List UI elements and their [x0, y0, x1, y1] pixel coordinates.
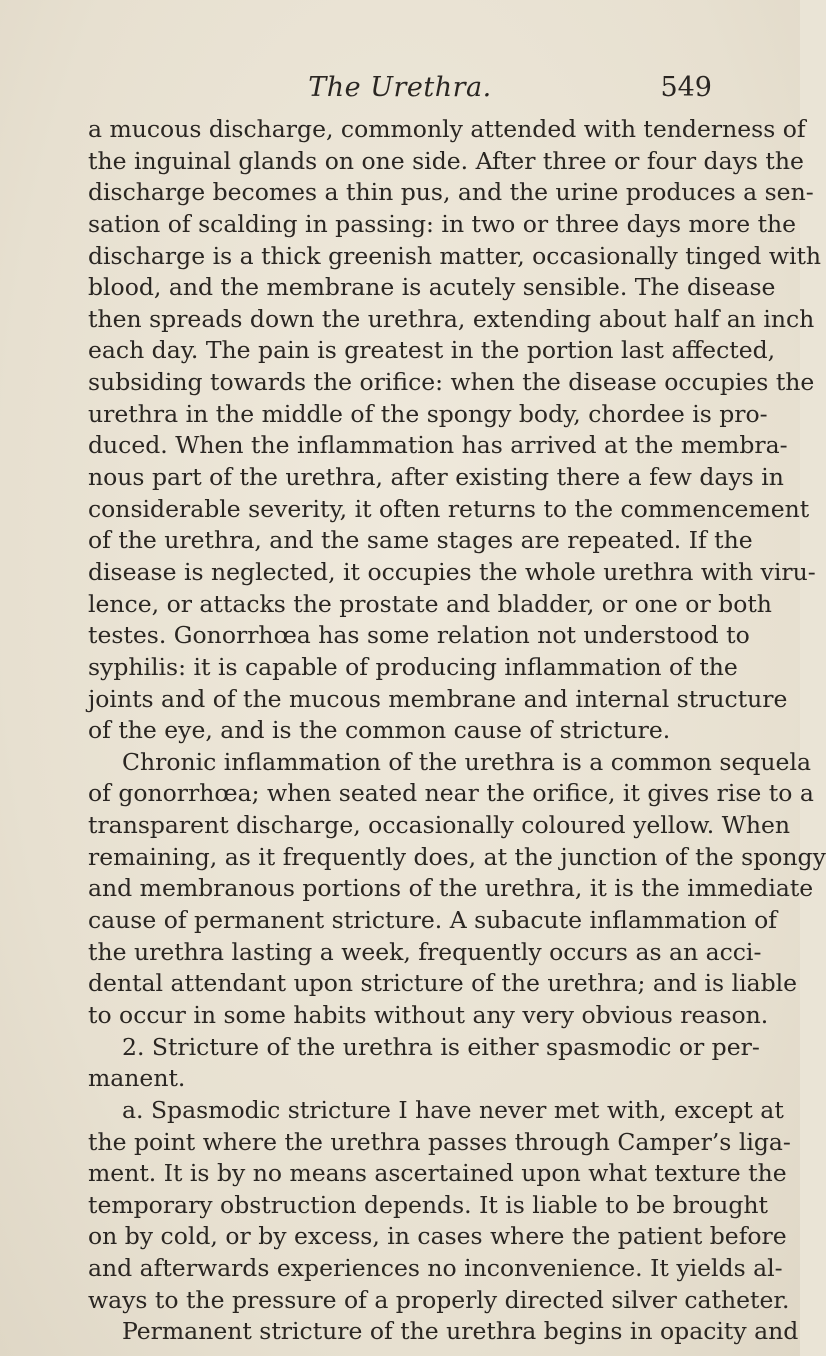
- text-line: and membranous portions of the urethra, it is the immediate: [88, 874, 814, 903]
- text-line: the inguinal glands on one side. After three or four days the: [88, 146, 804, 175]
- text-line: syphilis: it is capable of producing inflammation of the: [88, 652, 738, 681]
- text-line: each day. The pain is greatest in the portion last affected,: [88, 336, 776, 365]
- text-line: joints and of the mucous membrane and internal structure: [88, 684, 788, 713]
- text-line: subsiding towards the orifice: when the disease occupies the: [88, 368, 815, 397]
- text-line: urethra in the middle of the spongy body, chordee is pro-: [88, 399, 768, 428]
- text-line: nous part of the urethra, after existing there a few days in: [88, 463, 784, 492]
- text-line: to occur in some habits without any very obvious reason.: [88, 1000, 769, 1029]
- text-line: of the eye, and is the common cause of stricture.: [88, 716, 671, 745]
- running-title: The Urethra.: [308, 72, 492, 103]
- text-line: cause of permanent stricture. A subacute inflammation of: [88, 906, 777, 935]
- text-line: blood, and the membrane is acutely sensible. The disease: [88, 273, 776, 302]
- text-line: lence, or attacks the prostate and bladder, or one or both: [88, 589, 772, 618]
- text-line: dental attendant upon stricture of the urethra; and is liable: [88, 969, 798, 998]
- text-line: disease is neglected, it occupies the whole urethra with viru-: [88, 557, 816, 586]
- text-line: temporary obstruction depends. It is liable to be brought: [88, 1190, 768, 1219]
- text-line: a. Spasmodic stricture I have never met with, except at: [122, 1095, 784, 1124]
- running-head: [88, 72, 712, 106]
- text-line: transparent discharge, occasionally coloured yellow. When: [88, 811, 791, 840]
- text-line: discharge is a thick greenish matter, occasionally tinged with: [88, 241, 822, 270]
- text-line: Chronic inflammation of the urethra is a common sequela: [122, 747, 811, 776]
- text-line: testes. Gonorrhœa has some relation not understood to: [88, 621, 750, 650]
- text-line: and afterwards experiences no inconvenience. It yields al-: [88, 1254, 783, 1283]
- text-line: manent.: [88, 1064, 186, 1093]
- text-line: sation of scalding in passing: in two or three days more the: [88, 209, 797, 238]
- text-line: remaining, as it frequently does, at the junction of the spongy: [88, 842, 826, 871]
- text-line: of the urethra, and the same stages are repeated. If the: [88, 526, 753, 555]
- text-line: the urethra lasting a week, frequently occurs as an acci-: [88, 937, 762, 966]
- text-line: then spreads down the urethra, extending about half an inch: [88, 304, 815, 333]
- text-line: ways to the pressure of a properly directed silver catheter.: [88, 1285, 790, 1314]
- text-line: ment. It is by no means ascertained upon what texture the: [88, 1159, 787, 1188]
- text-line: discharge becomes a thin pus, and the urine produces a sen-: [88, 178, 814, 207]
- text-line: 2. Stricture of the urethra is either spasmodic or per-: [122, 1032, 760, 1061]
- text-line: on by cold, or by excess, in cases where the patient before: [88, 1222, 787, 1251]
- text-line: considerable severity, it often returns to the commencement: [88, 494, 810, 523]
- body-text: [88, 114, 826, 1348]
- text-line: duced. When the inflammation has arrived at the membra-: [88, 431, 788, 460]
- text-line: Permanent stricture of the urethra begins in opacity and: [122, 1317, 799, 1346]
- text-line: of gonorrhœa; when seated near the orifice, it gives rise to a: [88, 779, 814, 808]
- text-line: the point where the urethra passes through Camper’s liga-: [88, 1127, 791, 1156]
- page-number: 549: [660, 72, 712, 103]
- text-line: a mucous discharge, commonly attended with tenderness of: [88, 115, 806, 143]
